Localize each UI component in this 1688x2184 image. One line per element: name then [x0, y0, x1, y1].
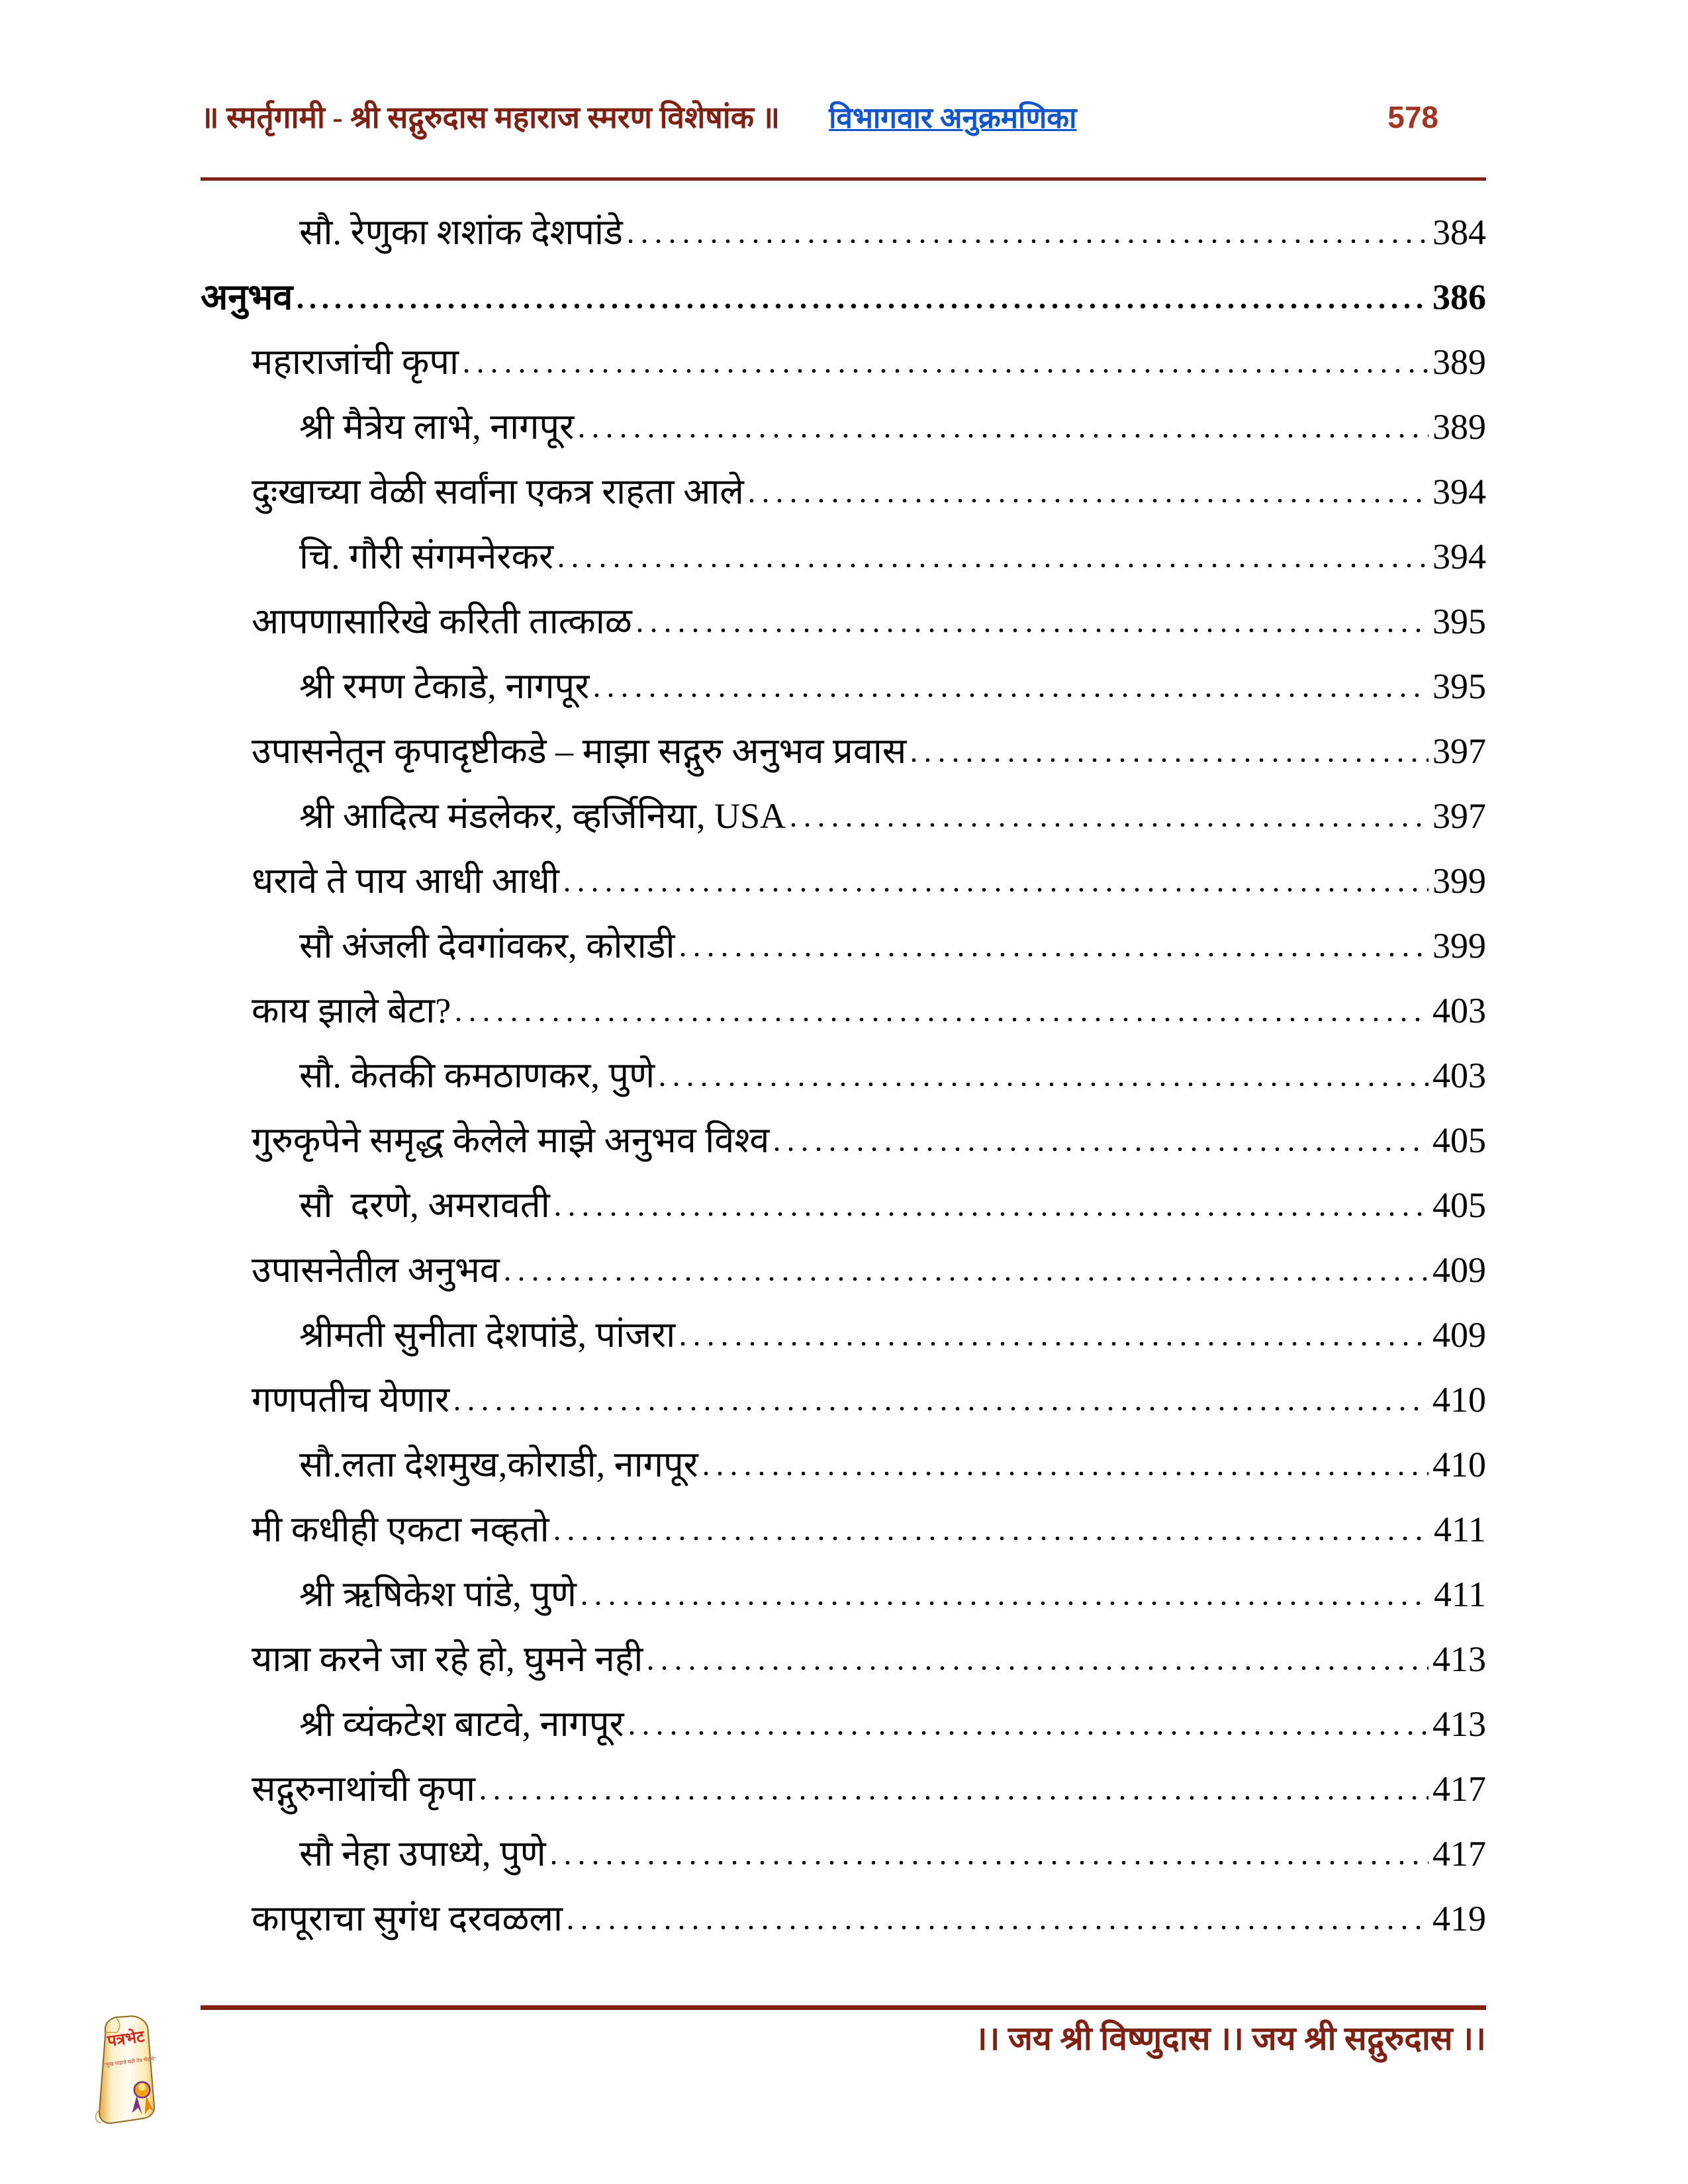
toc-entry-page: 409	[1432, 1315, 1486, 1355]
toc-dot-leader	[659, 1081, 1429, 1087]
toc-entry-page: 399	[1432, 861, 1486, 901]
toc-entry-title: श्री ऋषिकेश पांडे, पुणे	[299, 1574, 577, 1614]
toc-entry-page: 417	[1432, 1834, 1486, 1874]
toc-entry[interactable]	[201, 589, 1486, 654]
toc-entry[interactable]	[201, 784, 1486, 848]
toc-dot-leader	[558, 563, 1429, 569]
footer-blessing: ।। जय श्री विष्णुदास ।। जय श्री सद्गुरुदास ।।	[974, 2020, 1486, 2057]
toc-entry-page: 403	[1432, 1056, 1486, 1095]
toc-entry-title: यात्रा करने जा रहे हो, घुमने नही	[252, 1639, 643, 1679]
footer-rule	[201, 2005, 1486, 2010]
toc-entry-page: 411	[1434, 1510, 1486, 1549]
toc-dot-leader	[455, 1017, 1429, 1023]
toc-entry-title: श्री मैत्रेय लाभे, नागपूर	[299, 407, 575, 447]
toc-entry[interactable]	[201, 1108, 1486, 1173]
toc-entry-title: दुःखाच्या वेळी सर्वांना एकत्र राहता आले	[252, 472, 744, 512]
toc-dot-leader	[637, 627, 1429, 633]
toc-entry[interactable]	[201, 1238, 1486, 1302]
toc-entry[interactable]	[201, 1756, 1486, 1821]
toc-entry-title: गणपतीच येणार	[252, 1380, 450, 1420]
page-header	[201, 94, 1486, 142]
toc-dot-leader	[504, 1276, 1429, 1282]
toc-dot-leader	[551, 1860, 1429, 1866]
toc-dot-leader	[680, 952, 1429, 958]
toc-entry-page: 394	[1432, 472, 1486, 512]
toc-entry[interactable]	[201, 913, 1486, 978]
toc-entry-title: श्री व्यंकटेश बाटवे, नागपूर	[299, 1704, 624, 1744]
toc-entry[interactable]	[201, 1367, 1486, 1432]
toc-entry[interactable]	[201, 524, 1486, 589]
toc-entry-page: 405	[1432, 1120, 1486, 1160]
toc-list	[201, 200, 1486, 1951]
toc-entry-title: श्रीमती सुनीता देशपांडे, पांजरा	[299, 1315, 676, 1355]
toc-entry[interactable]	[201, 200, 1486, 265]
toc-dot-leader	[567, 1925, 1429, 1931]
toc-entry[interactable]	[201, 1886, 1486, 1951]
toc-entry-title: धरावे ते पाय आधी आधी	[252, 861, 559, 901]
toc-entry[interactable]	[201, 654, 1486, 719]
toc-dot-leader	[594, 692, 1429, 698]
toc-entry-title: सौ नेहा उपाध्ये, पुणे	[299, 1834, 546, 1874]
toc-entry-title: सौ.लता देशमुख,कोराडी, नागपूर	[299, 1445, 698, 1484]
toc-entry-page: 395	[1432, 602, 1486, 641]
toc-entry-page: 395	[1432, 666, 1486, 706]
toc-entry-title: सौ. रेणुका शशांक देशपांडे	[299, 212, 623, 252]
toc-entry-page: 413	[1432, 1704, 1486, 1744]
page-number: 578	[1387, 100, 1438, 134]
toc-entry-title: आपणासारिखे करिती तात्काळ	[252, 602, 632, 641]
toc-entry-page: 389	[1432, 407, 1486, 447]
toc-entry-title: कापूराचा सुगंध दरवळला	[252, 1899, 563, 1938]
toc-dot-leader	[911, 757, 1429, 763]
toc-dot-leader	[555, 1211, 1429, 1217]
toc-dot-leader	[581, 1600, 1430, 1606]
toc-entry[interactable]	[201, 330, 1486, 394]
toc-entry-page: 386	[1432, 277, 1486, 317]
toc-entry[interactable]	[201, 459, 1486, 524]
toc-entry-title: चि. गौरी संगमनेरकर	[299, 537, 554, 576]
toc-dot-leader	[774, 1146, 1429, 1152]
toc-entry-page: 403	[1432, 991, 1486, 1030]
toc-entry-title: उपासनेतून कृपादृष्टीकडे – माझा सद्गुरु अनुभव प्रवास	[252, 731, 907, 771]
toc-entry-page: 417	[1432, 1769, 1486, 1809]
header-title: ॥ स्मर्तृगामी - श्री सद्गुरुदास महाराज स्मरण विशेषांक ॥	[201, 101, 780, 134]
toc-dot-leader	[463, 368, 1429, 374]
toc-dot-leader	[629, 1730, 1429, 1736]
toc-entry[interactable]	[201, 1302, 1486, 1367]
toc-entry[interactable]	[201, 265, 1486, 330]
toc-entry[interactable]	[201, 1043, 1486, 1108]
toc-entry[interactable]	[201, 848, 1486, 913]
toc-dot-leader	[749, 498, 1429, 504]
toc-dot-leader	[480, 1795, 1429, 1801]
toc-dot-leader	[647, 1665, 1429, 1671]
toc-entry-page: 409	[1432, 1250, 1486, 1290]
toc-entry-page: 410	[1432, 1445, 1486, 1484]
toc-dot-leader	[790, 822, 1429, 828]
patrabhet-logo	[90, 2015, 167, 2138]
toc-entry-title: मी कधीही एकटा नव्हतो	[252, 1510, 549, 1549]
toc-entry-title: सौ दरणे, अमरावती	[299, 1185, 550, 1225]
toc-entry-page: 389	[1432, 342, 1486, 382]
toc-entry-title: सौ अंजली देवगांवकर, कोराडी	[299, 926, 675, 966]
toc-entry[interactable]	[201, 1821, 1486, 1886]
toc-entry[interactable]	[201, 1627, 1486, 1692]
toc-dot-leader	[454, 1406, 1429, 1412]
toc-entry-title: महाराजांची कृपा	[252, 342, 459, 382]
toc-entry-title: गुरुकृपेने समृद्ध केलेले माझे अनुभव विश्व	[252, 1120, 770, 1160]
toc-entry-page: 394	[1432, 537, 1486, 576]
toc-entry-title: उपासनेतील अनुभव	[252, 1250, 500, 1290]
toc-entry-page: 397	[1432, 796, 1486, 836]
toc-entry-title: सद्गुरुनाथांची कृपा	[252, 1769, 475, 1809]
toc-dot-leader	[628, 238, 1429, 244]
toc-entry-page: 410	[1432, 1380, 1486, 1420]
header-rule	[201, 177, 1486, 181]
toc-entry[interactable]	[201, 394, 1486, 459]
toc-entry-title: सौ. केतकी कमठाणकर, पुणे	[299, 1056, 655, 1095]
toc-entry-page: 413	[1432, 1639, 1486, 1679]
logo-name: पत्रभेट	[106, 2028, 146, 2051]
toc-entry[interactable]	[201, 1692, 1486, 1756]
toc-entry-page: 384	[1432, 212, 1486, 252]
toc-entry[interactable]	[201, 978, 1486, 1043]
toc-dot-leader	[680, 1341, 1429, 1347]
toc-entry-page: 411	[1434, 1574, 1486, 1614]
toc-section-link[interactable]: विभागवार अनुक्रमणिका	[829, 102, 1077, 134]
toc-entry-title: काय झाले बेटा?	[252, 991, 451, 1030]
toc-entry[interactable]	[201, 1562, 1486, 1627]
toc-entry-page: 405	[1432, 1185, 1486, 1225]
toc-dot-leader	[297, 303, 1429, 309]
toc-dot-leader	[564, 887, 1429, 893]
toc-dot-leader	[703, 1471, 1429, 1477]
toc-dot-leader	[554, 1535, 1430, 1541]
toc-entry-page: 397	[1432, 731, 1486, 771]
toc-entry[interactable]	[201, 719, 1486, 784]
toc-entry-title: श्री आदित्य मंडलेकर, व्हर्जिनिया, USA	[299, 796, 786, 836]
toc-entry-page: 419	[1432, 1899, 1486, 1938]
toc-entry-title: श्री रमण टेकाडे, नागपूर	[299, 666, 590, 706]
toc-entry[interactable]	[201, 1432, 1486, 1497]
toc-entry-title: अनुभव	[201, 277, 293, 317]
toc-dot-leader	[579, 433, 1429, 439]
toc-entry-page: 399	[1432, 926, 1486, 966]
toc-entry[interactable]	[201, 1497, 1486, 1562]
toc-entry[interactable]	[201, 1173, 1486, 1238]
logo-tagline: “मुख पाहावे घडो नेत्र भेटावे”	[103, 2055, 157, 2068]
